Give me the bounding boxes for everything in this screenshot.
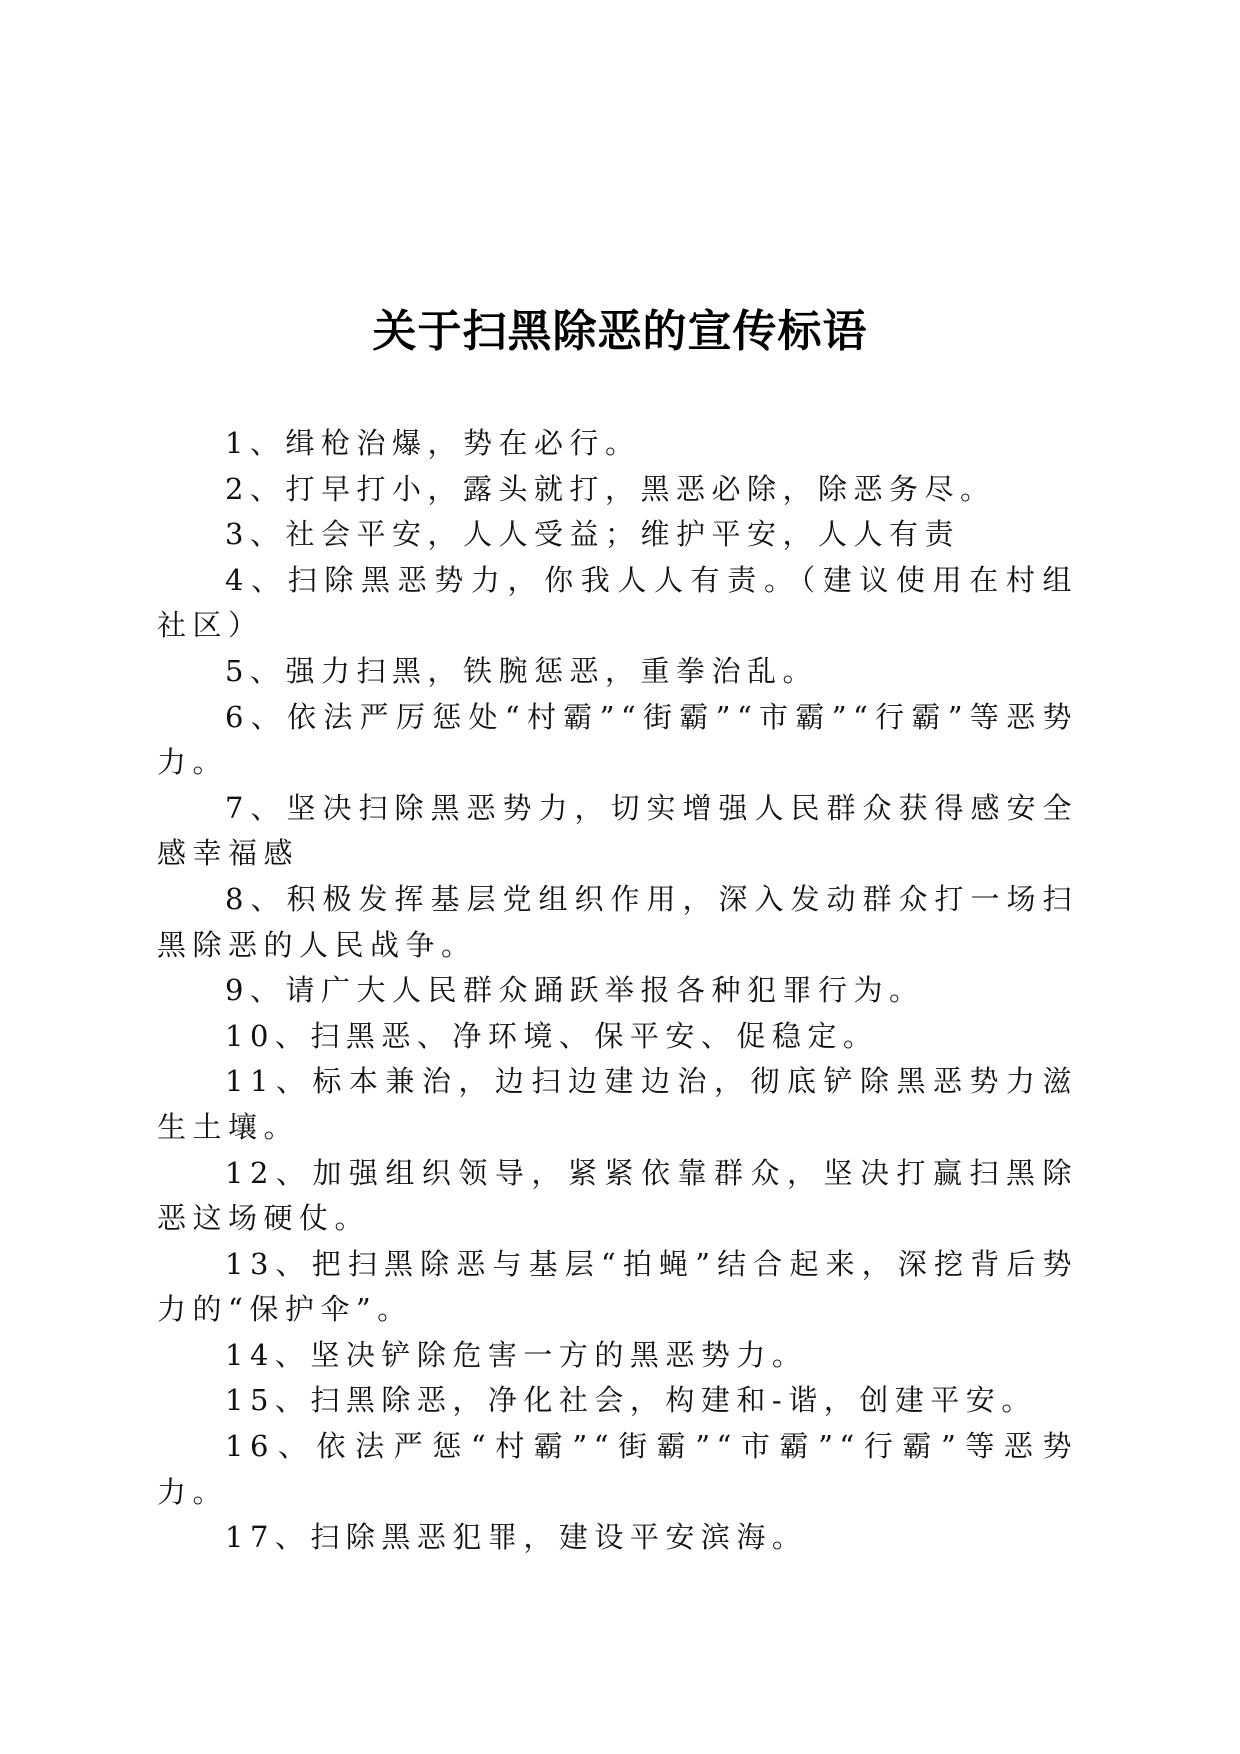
slogan-item: 3、社会平安，人人受益；维护平安，人人有责 xyxy=(225,517,960,552)
slogan-item: 5、强力扫黑，铁腕惩恶，重拳治乱。 xyxy=(225,653,818,688)
slogan-item: 14、坚决铲除危害一方的黑恶势力。 xyxy=(225,1337,808,1372)
slogan-item: 13、把扫黑除恶与基层“拍蝇”结合起来，深挖背后势力的“保护伞”。 xyxy=(157,1246,1078,1327)
slogan-item: 7、坚决扫除黑恶势力，切实增强人民群众获得感安全感幸福感 xyxy=(157,790,1078,871)
slogan-item: 15、扫黑除恶，净化社会，构建和-谐，创建平安。 xyxy=(225,1383,1037,1418)
slogan-item: 16、依法严惩“村霸”“街霸”“市霸”“行霸”等恶势力。 xyxy=(157,1429,1078,1509)
slogan-item: 2、打早打小，露头就打，黑恶必除，除恶务尽。 xyxy=(225,471,996,506)
slogan-item: 4、扫除黑恶势力，你我人人有责。（建议使用在村组社区） xyxy=(157,562,1078,643)
document-title: 关于扫黑除恶的宣传标语 xyxy=(372,306,868,357)
slogan-item: 1、缉枪治爆，势在必行。 xyxy=(225,426,641,460)
slogan-item: 17、扫除黑恶犯罪，建设平安滨海。 xyxy=(225,1520,808,1555)
slogan-item: 6、依法严厉惩处“村霸”“街霸”“市霸”“行霸”等恶势力。 xyxy=(157,699,1078,780)
slogan-item: 11、标本兼治，边扫边建边治，彻底铲除黑恶势力滋生土壤。 xyxy=(157,1064,1078,1144)
slogan-item: 10、扫黑恶、净环境、保平安、促稳定。 xyxy=(225,1018,879,1053)
slogan-item: 12、加强组织领导，紧紧依靠群众，坚决打赢扫黑除恶这场硬仗。 xyxy=(157,1155,1078,1236)
slogan-item: 9、请广大人民群众踊跃举报各种犯罪行为。 xyxy=(225,973,925,1008)
slogan-item: 8、积极发挥基层党组织作用，深入发动群众打一场扫黑除恶的人民战争。 xyxy=(157,881,1078,962)
slogan-list xyxy=(157,421,1078,1561)
